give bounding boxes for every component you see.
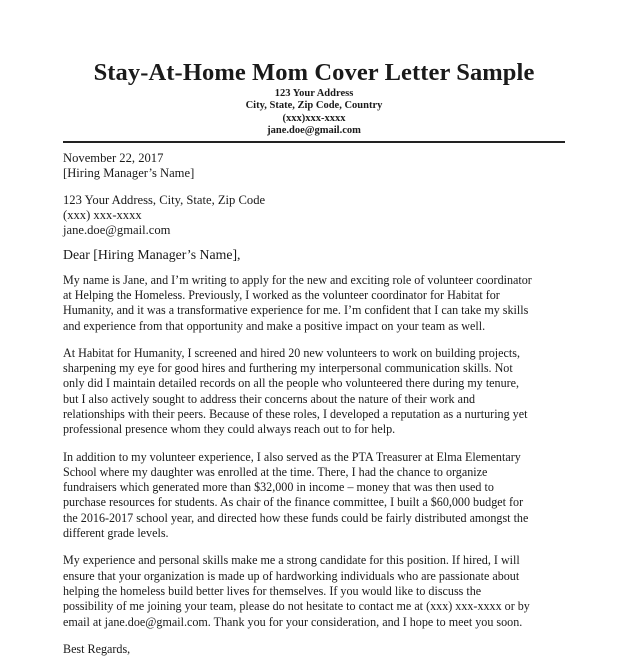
paragraph-line: Humanity, and it was a transformative experience for me. I’m confident that I can take my skills xyxy=(63,303,529,318)
paragraph-line: In addition to my volunteer experience, I also served as the PTA Treasurer at Elma Elementary xyxy=(63,449,521,464)
paragraph-line: at Helping the Homeless. Previously, I worked as the volunteer coordinator for Habitat for xyxy=(63,287,500,302)
paragraph-line: purchase resources for students. As chair of the finance committee, I built a $60,000 budget for xyxy=(63,495,524,510)
body-paragraph-2 xyxy=(63,346,565,438)
paragraph-line: My experience and personal skills make me a strong candidate for this position. If hired, I will xyxy=(63,553,520,568)
recipient-email: jane.doe@gmail.com xyxy=(63,222,171,237)
paragraph-line: ensure that your organization is made up of hardworking individuals who are passionate about xyxy=(63,568,520,583)
paragraph-line: professional presence whom they could always reach out to for help. xyxy=(63,422,396,437)
body-paragraph-1 xyxy=(63,273,565,334)
paragraph-line: My name is Jane, and I’m writing to apply for the new and exciting role of volunteer coordinator xyxy=(63,272,532,287)
paragraph-line: sharpening my eye for good hires and furthering my interpersonal communication skills. Not xyxy=(63,361,513,376)
paragraph-line: relationships with their peers. Because of these roles, I developed a reputation as a nurturing yet xyxy=(63,407,528,421)
header-city: City, State, Zip Code, Country xyxy=(245,100,383,112)
letter-page xyxy=(63,58,565,657)
recipient-name: [Hiring Manager’s Name] xyxy=(63,165,195,180)
letter-date: November 22, 2017 xyxy=(63,150,164,165)
body-paragraph-3 xyxy=(63,450,565,542)
paragraph-line: possibility of me joining your team, please do not hesitate to contact me at (xxx) xxx-xxxx or by xyxy=(63,599,530,614)
paragraph-line: fundraisers which generated more than $32,000 in income – money that was then used to xyxy=(63,480,494,495)
header-address: 123 Your Address xyxy=(274,88,354,99)
paragraph-line: helping the homeless build better lives for themselves. If you would like to discuss the xyxy=(63,583,482,598)
paragraph-line: At Habitat for Humanity, I screened and hired 20 new volunteers to work on building projects, xyxy=(63,345,520,360)
paragraph-line: the 2016-2017 school year, and directed how these funds could be fairly distributed amongst the xyxy=(63,510,529,525)
paragraph-line: email at jane.doe@gmail.com. Thank you for your consideration, and I hope to meet you soon. xyxy=(63,614,523,629)
paragraph-line: School where my daughter was enrolled at the time. There, I had the chance to organize xyxy=(63,464,488,479)
header-phone: (xxx)xxx-xxxx xyxy=(282,112,346,124)
document-title: Stay-At-Home Mom Cover Letter Sample xyxy=(93,59,535,86)
header-divider xyxy=(63,141,565,143)
body-paragraph-4 xyxy=(63,553,565,629)
paragraph-line: different grade levels. xyxy=(63,526,169,541)
paragraph-line: but I also actively sought to address their concerns about the nature of their work and xyxy=(63,391,476,406)
recipient-phone: (xxx) xxx-xxxx xyxy=(63,207,142,222)
recipient-address: 123 Your Address, City, State, Zip Code xyxy=(63,192,266,207)
closing: Best Regards, xyxy=(63,641,131,656)
paragraph-line: and experience from that opportunity and make a positive impact on your team as well. xyxy=(63,318,486,333)
header-email: jane.doe@gmail.com xyxy=(267,125,361,137)
paragraph-line: only did I maintain detailed records on all the people who volunteered there during my tenure, xyxy=(63,376,520,391)
salutation: Dear [Hiring Manager’s Name], xyxy=(63,246,241,262)
